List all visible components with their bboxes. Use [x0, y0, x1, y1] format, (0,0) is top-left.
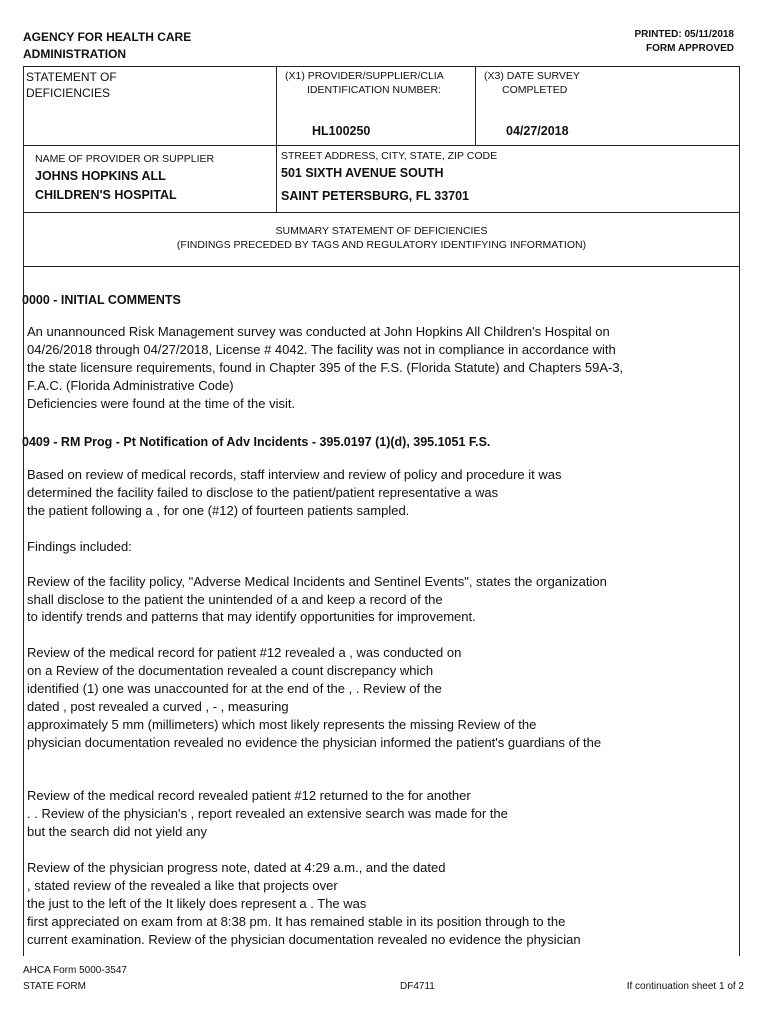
- tag-0000-heading: 0000 - INITIAL COMMENTS: [22, 293, 181, 307]
- paragraph-line: but the search did not yield any: [27, 824, 207, 839]
- paragraph-line: An unannounced Risk Management survey was conducted at John Hopkins All Children's Hospital on: [27, 324, 610, 339]
- paragraph-line: , stated review of the revealed a like that projects over: [27, 878, 338, 893]
- paragraph-line: determined the facility failed to disclose to the patient/patient representative a was: [27, 485, 499, 500]
- paragraph-line: shall disclose to the patient the unintended of a and keep a record of the: [27, 592, 443, 607]
- paragraph-line: the state licensure requirements, found in Chapter 395 of the F.S. (Florida Statute) and Chapters 59A-3,: [27, 360, 624, 375]
- printed-date: PRINTED: 05/11/2018: [634, 29, 734, 40]
- statement-label-line2: DEFICIENCIES: [26, 86, 111, 100]
- paragraph-line: F.A.C. (Florida Administrative Code): [27, 378, 234, 393]
- summary-heading-line2: (FINDINGS PRECEDED BY TAGS AND REGULATORY IDENTIFYING INFORMATION): [176, 239, 587, 251]
- address-line1: 501 SIXTH AVENUE SOUTH: [281, 166, 444, 180]
- x1-label-line1: (X1) PROVIDER/SUPPLIER/CLIA: [285, 70, 444, 82]
- paragraph-line: Based on review of medical records, staff interview and review of policy and procedure it was: [27, 467, 562, 482]
- paragraph-line: physician documentation revealed no evidence the physician informed the patient's guardians of the: [27, 735, 602, 750]
- paragraph-line: current examination. Review of the physician documentation revealed no evidence the physician: [27, 932, 581, 947]
- provider-name-line2: CHILDREN'S HOSPITAL: [35, 188, 177, 202]
- paragraph-line: Review of the facility policy, "Adverse Medical Incidents and Sentinel Events", states the organization: [27, 574, 607, 589]
- paragraph-line: first appreciated on exam from at 8:38 pm. It has remained stable in its position through to the: [27, 914, 566, 929]
- agency-name-line1: AGENCY FOR HEALTH CARE: [23, 30, 192, 44]
- event-code: DF4711: [400, 981, 435, 992]
- form-approved: FORM APPROVED: [646, 43, 734, 54]
- statement-label-line1: STATEMENT OF: [26, 70, 117, 84]
- paragraph-line: 04/26/2018 through 04/27/2018, License # 4042. The facility was not in compliance in accordance with: [27, 342, 616, 357]
- findings-included: Findings included:: [27, 539, 132, 554]
- paragraph-line: Review of the medical record for patient #12 revealed a , was conducted on: [27, 645, 462, 660]
- address-label: STREET ADDRESS, CITY, STATE, ZIP CODE: [281, 150, 498, 162]
- paragraph-line: on a Review of the documentation revealed a count discrepancy which: [27, 663, 434, 678]
- paragraph-line: approximately 5 mm (millimeters) which most likely represents the missing Review of the: [27, 717, 537, 732]
- paragraph-line: the just to the left of the It likely does represent a . The was: [27, 896, 367, 911]
- provider-id-number: HL100250: [312, 124, 371, 138]
- survey-completed-date: 04/27/2018: [506, 124, 569, 138]
- paragraph-line: Deficiencies were found at the time of the visit.: [27, 396, 296, 411]
- state-form-label: STATE FORM: [23, 981, 86, 992]
- summary-heading-line1: SUMMARY STATEMENT OF DEFICIENCIES: [275, 225, 488, 237]
- agency-name-line2: ADMINISTRATION: [23, 47, 127, 61]
- address-line2: SAINT PETERSBURG, FL 33701: [281, 189, 470, 203]
- paragraph-line: the patient following a , for one (#12) of fourteen patients sampled.: [27, 503, 410, 518]
- x3-label-line1: (X3) DATE SURVEY: [484, 70, 580, 82]
- paragraph-line: to identify trends and patterns that may identify opportunities for improvement.: [27, 609, 476, 624]
- paragraph-line: . . Review of the physician's , report revealed an extensive search was made for the: [27, 806, 508, 821]
- paragraph-line: dated , post revealed a curved , - , measuring: [27, 699, 289, 714]
- paragraph-line: Review of the medical record revealed patient #12 returned to the for another: [27, 788, 471, 803]
- x3-label-line2: COMPLETED: [502, 84, 568, 96]
- continuation-sheet: If continuation sheet 1 of 2: [626, 981, 744, 992]
- x1-label-line2: IDENTIFICATION NUMBER:: [307, 84, 441, 96]
- form-number: AHCA Form 5000-3547: [23, 965, 127, 976]
- provider-name-line1: JOHNS HOPKINS ALL: [35, 169, 166, 183]
- tag-0409-heading: 0409 - RM Prog - Pt Notification of Adv Incidents - 395.0197 (1)(d), 395.1051 F.S.: [22, 435, 491, 449]
- paragraph-line: identified (1) one was unaccounted for at the end of the , . Review of the: [27, 681, 442, 696]
- paragraph-line: Review of the physician progress note, dated at 4:29 a.m., and the dated: [27, 860, 446, 875]
- provider-name-label: NAME OF PROVIDER OR SUPPLIER: [35, 153, 215, 165]
